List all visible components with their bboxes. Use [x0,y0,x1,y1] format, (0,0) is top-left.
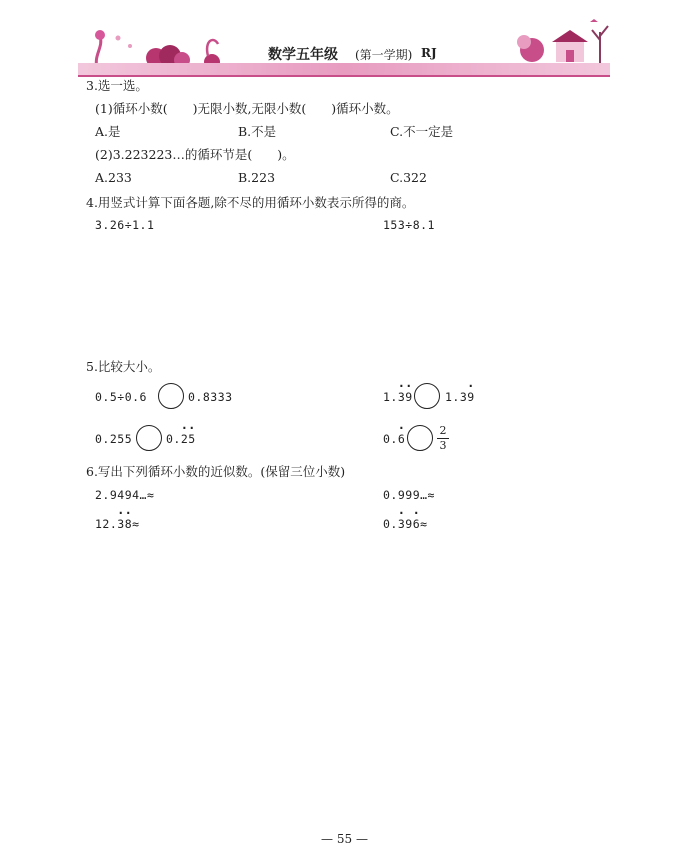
q6-item-2: 0.999…≈ [383,488,435,502]
header-title: 数学五年级 [268,47,338,63]
header-subtitle: (第一学期) [355,48,413,62]
q5-row2-left-b: 0.· 2· 5 [166,432,196,446]
q3-part1-option-c: C.不一定是 [390,124,454,139]
q3-part1-text: (1)循环小数( )无限小数,无限小数( )循环小数。 [95,101,399,116]
q3-part2-text: (2)3.223223…的循环节是( )。 [95,147,295,162]
q3-part1-option-a: A.是 [95,124,121,139]
q6-title: 6.写出下列循环小数的近似数。(保留三位小数) [86,464,346,479]
page-number: — 55 — [321,832,368,846]
q5-compare-circle-3[interactable] [136,425,162,451]
q3-part2-option-a: A.233 [95,170,132,185]
q4-title: 4.用竖式计算下面各题,除不尽的用循环小数表示所得的商。 [86,195,415,210]
fraction-denominator: 3 [439,439,447,452]
q5-row1-right-a: 1.· 3· 9 [383,390,413,404]
q3-part1-option-b: B.不是 [238,124,277,139]
q6-item-3: 12.· 3· 8≈ [95,517,140,531]
q3-part2-option-b: B.223 [238,170,276,185]
q5-row1-left-b: 0.8333 [188,390,233,404]
q6-item-1: 2.9494…≈ [95,488,155,502]
fraction-numerator: 2 [439,424,447,437]
header-band [78,63,610,75]
page-header [78,8,610,78]
q4-expression-1: 3.26÷1.1 [95,218,155,232]
q5-row2-right-a: 0.· 6 [383,432,405,446]
q5-row1-right-b: 1.3· 9 [445,390,475,404]
q6-item-4: 0.· 39· 6≈ [383,517,428,531]
q5-row2-left-a: 0.255 [95,432,133,446]
q5-compare-circle-4[interactable] [407,425,433,451]
q5-compare-circle-1[interactable] [158,383,184,409]
q3-title: 3.选一选。 [86,78,148,93]
header-rule [78,75,610,77]
q5-compare-circle-2[interactable] [414,383,440,409]
q4-expression-2: 153÷8.1 [383,218,435,232]
q5-fraction [437,425,449,452]
header-edition: RJ [421,46,437,60]
q5-row1-left-a: 0.5÷0.6 [95,390,147,404]
q5-title: 5.比较大小。 [86,359,161,374]
q3-part2-option-c: C.322 [390,170,427,185]
